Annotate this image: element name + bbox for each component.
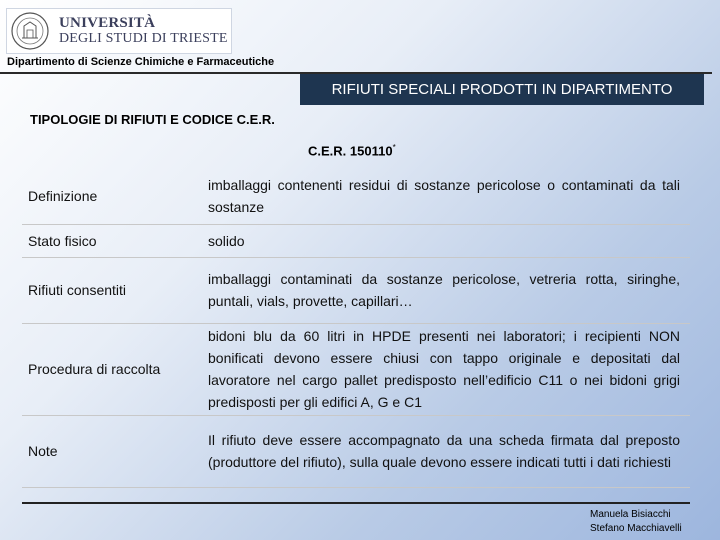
row-label: Rifiuti consentiti <box>22 257 200 323</box>
university-seal-icon <box>11 12 49 50</box>
table-row <box>22 323 690 415</box>
waste-info-table <box>22 168 690 488</box>
table-row <box>22 168 690 224</box>
university-name <box>59 15 228 47</box>
cer-code <box>308 143 396 158</box>
row-value: bidoni blu da 60 litri in HPDE presenti nei laboratori; i recipienti NON bonificati devono essere chiusi con tappo originale e depositati dal lavoratore nel cargo pallet predisposto nell’edificio C11 o nei bidoni grigi predisposti per gli edifici A, G e C1 <box>200 323 690 415</box>
row-label: Definizione <box>22 168 200 224</box>
author-name: Manuela Bisiacchi <box>590 509 671 520</box>
cer-code-marker: * <box>392 143 396 152</box>
department-name: Dipartimento di Scienze Chimiche e Farmaceutiche <box>7 56 275 68</box>
page-title: RIFIUTI SPECIALI PRODOTTI IN DIPARTIMENTO <box>300 74 704 105</box>
row-value: Il rifiuto deve essere accompagnato da una scheda firmata dal preposto (produttore del rifiuto), sulla quale devono essere indicati tutti i dati richiesti <box>200 415 690 487</box>
row-label: Stato fisico <box>22 224 200 257</box>
university-logo <box>6 8 232 54</box>
row-value: imballaggi contaminati da sostanze pericolose, vetreria rotta, siringhe, puntali, vials, provette, capillari… <box>200 257 690 323</box>
university-name-line2: DEGLI STUDI DI TRIESTE <box>59 31 228 46</box>
row-value: imballaggi contenenti residui di sostanze pericolose o contaminati da tali sostanze <box>200 168 690 224</box>
row-value: solido <box>200 224 690 257</box>
table-row <box>22 415 690 487</box>
cer-code-label: C.E.R. 150110 <box>308 143 393 159</box>
row-label: Procedura di raccolta <box>22 323 200 415</box>
author-name: Stefano Macchiavelli <box>590 523 682 534</box>
table-row <box>22 224 690 257</box>
authors <box>590 508 682 536</box>
university-name-line1: UNIVERSITÀ <box>59 15 156 31</box>
footer-divider <box>22 502 690 504</box>
section-heading: TIPOLOGIE DI RIFIUTI E CODICE C.E.R. <box>30 112 275 127</box>
table-row <box>22 257 690 323</box>
row-label: Note <box>22 415 200 487</box>
